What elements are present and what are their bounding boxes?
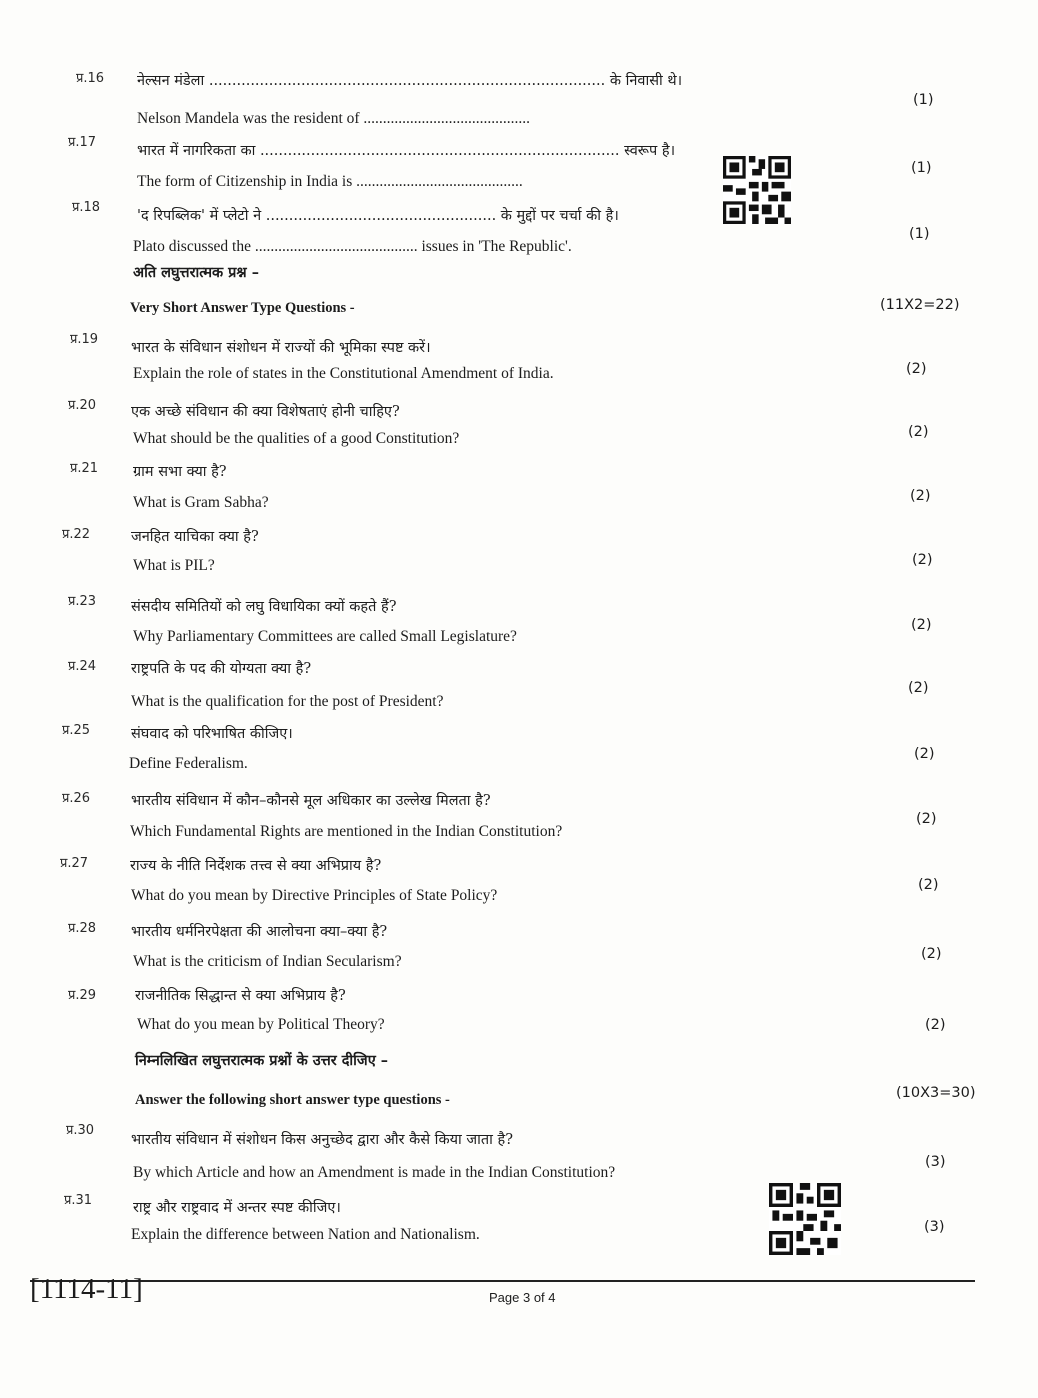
question-number: प्र.28 (68, 921, 97, 936)
qr-code (769, 1183, 841, 1255)
question-text-english: Plato discussed the .......................................... issues in 'The Republic'. (133, 238, 572, 255)
question-number: प्र.27 (60, 856, 89, 871)
question-text-english: The form of Citizenship in India is ........................................... (137, 173, 523, 190)
paper-code: [1114-11] (30, 1273, 143, 1305)
question-text-english: Why Parliamentary Committees are called Small Legislature? (133, 628, 517, 645)
question-text-hindi: राज्य के नीति निर्देशक तत्त्व से क्या अभिप्राय है? (130, 858, 382, 874)
question-number: प्र.23 (68, 594, 97, 609)
marks: (2) (908, 680, 929, 696)
marks: (2) (906, 361, 927, 377)
question-text-english: Explain the difference between Nation and Nationalism. (131, 1226, 480, 1243)
question-number: प्र.29 (68, 988, 97, 1003)
question-text-hindi: ग्राम सभा क्या है? (133, 464, 227, 480)
question-number: प्र.17 (68, 135, 97, 150)
question-text-hindi: नेल्सन मंडेला ...................................................................................... के निवासी थे। (137, 73, 683, 89)
question-text-english: Which Fundamental Rights are mentioned in the Indian Constitution? (130, 823, 563, 840)
question-text-hindi: भारत के संविधान संशोधन में राज्यों की भूमिका स्पष्ट करें। (131, 340, 431, 356)
question-number: प्र.21 (70, 461, 99, 476)
question-text-english: Explain the role of states in the Constitutional Amendment of India. (133, 365, 554, 382)
question-text-hindi: राष्ट्र और राष्ट्रवाद में अन्तर स्पष्ट कीजिए। (133, 1200, 341, 1216)
question-text-english: By which Article and how an Amendment is made in the Indian Constitution? (133, 1164, 616, 1181)
question-number: प्र.16 (76, 71, 105, 86)
marks: (2) (908, 424, 929, 440)
question-number: प्र.30 (66, 1123, 95, 1138)
question-number: प्र.19 (70, 332, 99, 347)
marks: (2) (918, 877, 939, 893)
marks: (3) (925, 1154, 946, 1170)
marks: (3) (924, 1219, 945, 1235)
question-text-english: What do you mean by Political Theory? (137, 1016, 385, 1033)
section-heading-english: Answer the following short answer type questions - (135, 1092, 450, 1108)
section-marks: (11X2=22) (880, 297, 960, 313)
question-number: प्र.25 (62, 723, 91, 738)
question-text-hindi: राष्ट्रपति के पद की योग्यता क्या है? (131, 661, 312, 677)
question-text-english: What is PIL? (133, 557, 215, 574)
marks: (1) (913, 92, 934, 108)
section-marks: (10X3=30) (896, 1085, 976, 1101)
question-number: प्र.20 (68, 398, 97, 413)
page-number: Page 3 of 4 (489, 1290, 556, 1305)
marks: (2) (916, 811, 937, 827)
marks: (1) (909, 226, 930, 242)
question-number: प्र.24 (68, 659, 97, 674)
question-text-hindi: एक अच्छे संविधान की क्या विशेषताएं होनी चाहिए? (131, 404, 400, 420)
question-text-hindi: भारतीय संविधान में कौन–कौनसे मूल अधिकार का उल्लेख मिलता है? (131, 793, 491, 809)
question-text-hindi: भारत में नागरिकता का .............................................................................. स्वरूप है। (137, 143, 676, 159)
question-text-hindi: जनहित याचिका क्या है? (131, 529, 259, 545)
section-heading-hindi: अति लघुत्तरात्मक प्रश्न – (133, 264, 259, 281)
marks: (2) (925, 1017, 946, 1033)
question-number: प्र.26 (62, 791, 91, 806)
marks: (2) (921, 946, 942, 962)
question-number: प्र.22 (62, 527, 91, 542)
marks: (2) (914, 746, 935, 762)
marks: (2) (912, 552, 933, 568)
question-text-hindi: भारतीय संविधान में संशोधन किस अनुच्छेद द्वारा और कैसे किया जाता है? (131, 1132, 513, 1148)
marks: (2) (911, 617, 932, 633)
question-number: प्र.31 (64, 1193, 93, 1208)
question-text-hindi: 'द रिपब्लिक' में प्लेटो ने .................................................. के मुद्दों पर चर्चा की है। (137, 208, 619, 224)
question-text-hindi: राजनीतिक सिद्धान्त से क्या अभिप्राय है? (135, 988, 346, 1004)
question-text-hindi: संसदीय समितियों को लघु विधायिका क्यों कहते हैं? (131, 599, 397, 615)
question-text-english: What is the criticism of Indian Secularism? (133, 953, 402, 970)
question-text-hindi: संघवाद को परिभाषित कीजिए। (131, 726, 293, 742)
marks: (1) (911, 160, 932, 176)
section-heading-hindi: निम्नलिखित लघुत्तरात्मक प्रश्नों के उत्तर दीजिए – (135, 1052, 389, 1069)
question-text-english: Nelson Mandela was the resident of ........................................... (137, 110, 531, 127)
qr-code (723, 156, 791, 224)
question-text-english: Define Federalism. (129, 755, 248, 772)
question-text-english: What do you mean by Directive Principles of State Policy? (131, 887, 498, 904)
question-text-english: What should be the qualities of a good Constitution? (133, 430, 460, 447)
question-text-hindi: भारतीय धर्मनिरपेक्षता की आलोचना क्या–क्या है? (131, 924, 388, 940)
footer-rule (30, 1280, 975, 1282)
question-text-english: What is the qualification for the post of President? (131, 693, 444, 710)
question-number: प्र.18 (72, 200, 101, 215)
section-heading-english: Very Short Answer Type Questions - (130, 300, 355, 316)
marks: (2) (910, 488, 931, 504)
question-text-english: What is Gram Sabha? (133, 494, 269, 511)
